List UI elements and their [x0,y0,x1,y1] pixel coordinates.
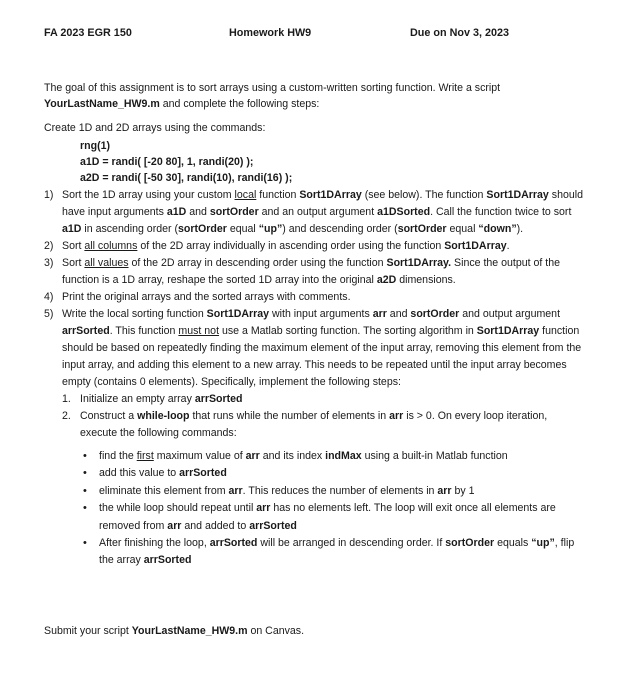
homework-title: Homework HW9 [229,27,312,39]
submit-filename: YourLastName_HW9.m [131,625,248,637]
step-3: 3) Sort all values of the 2D array in descending order using the function Sort1DArray. Since the output of the function is a 1D array, reshape the sorted 1D array into the original a2D dimensions. [44,257,561,286]
step-2: 2) Sort all columns of the 2D array individually in ascending order using the function Sort1DArray. [44,240,510,252]
bullet-find-max: • find the first maximum value of arr and its index indMax using a built-in Matlab function [80,448,584,465]
step-5: 5) Write the local sorting function Sort1DArray with input arguments arr and sortOrder and output argument arrSorted. This function must not use a Matlab sorting function. The sorting algorithm in Sort1DArray function should be based on repeatedly finding the maximum element of the input array, removing this element from the input array, and adding this element to a new array. This needs to be repeated until the input array becomes empty (contains 0 elements). Specifically, implement the following steps: 1. Initialize an empty array arrSorted 2. Construct a while-loop that runs while the number of elements in arr is > 0. On every loop iteration, execute the following commands: • find the first maximum value of arr and its index indMax using a built-in Matlab function • add this value to arrSorted • eliminate this element from arr. This reduces the number of elements in arr by 1 • the while loop should repeat until arr has no elements left. The loop will exit once all elements are removed from arr and added to arrSorted • After finishing the loop, arrSorted will be arranged in descending order. If sortOrder equals “up”, flip the array arrSorted [44,306,584,570]
bullet-dot-icon: • [83,450,87,462]
bullet-dot-icon: • [83,467,87,480]
substep-1: 1. Initialize an empty array arrSorted [62,393,243,405]
bullet-dot-icon: • [83,502,87,515]
loop-commands-list [80,448,584,570]
code-line-2: a1D = randi( [-20 80], 1, randi(20) ); [80,156,254,168]
bullet-repeat: • the while loop should repeat until arr has no elements left. The loop will exit once all elements are removed from arr and added to arrSorted [83,502,556,532]
bullet-dot-icon: • [83,537,87,550]
bullet-add-value: • add this value to arrSorted [80,465,584,482]
step-4: 4) Print the original arrays and the sorted arrays with comments. [44,291,351,303]
course-label: FA 2023 EGR 150 [44,27,132,39]
create-arrays-text: Create 1D and 2D arrays using the commands: [44,122,266,134]
substep-2: 2. Construct a while-loop that runs while the number of elements in arr is > 0. On every loop iteration, execute the following commands: • find the first maximum value of arr and its index indMax using a built-in Matlab function • add this value to arrSorted • eliminate this element from arr. This reduces the number of elements in arr by 1 • the while loop should repeat until arr has no elements left. The loop will exit once all elements are removed from arr and added to arrSorted • After finishing the loop, arrSorted will be arranged in descending order. If sortOrder equals “up”, flip the array arrSorted [62,408,584,570]
bullet-eliminate: • eliminate this element from arr. This reduces the number of elements in arr by 1 [80,483,584,500]
code-line-3: a2D = randi( [-50 30], randi(10), randi(16) ); [80,172,293,184]
code-line-1: rng(1) [80,140,111,152]
bullet-flip: • After finishing the loop, arrSorted will be arranged in descending order. If sortOrder equals “up”, flip the array arrSorted [83,537,575,567]
bullet-dot-icon: • [83,484,87,497]
submit-instruction: Submit your script YourLastName_HW9.m on Canvas. [44,625,305,637]
intro-paragraph: The goal of this assignment is to sort arrays using a custom-written sorting function. Write a script YourLastName_HW9.m and complete the following steps: [44,82,501,110]
step-5-sublist [62,391,584,570]
script-filename: YourLastName_HW9.m [44,98,160,110]
steps-list [44,187,584,570]
due-date: Due on Nov 3, 2023 [410,27,510,39]
step-1: 1) Sort the 1D array using your custom local function Sort1DArray (see below). The function Sort1DArray should have input arguments a1D and sortOrder and an output argument a1DSorted. Call the function twice to sort a1D in ascending order (sortOrder equal “up”) and descending order (sortOrder equal “down”). [44,189,583,235]
